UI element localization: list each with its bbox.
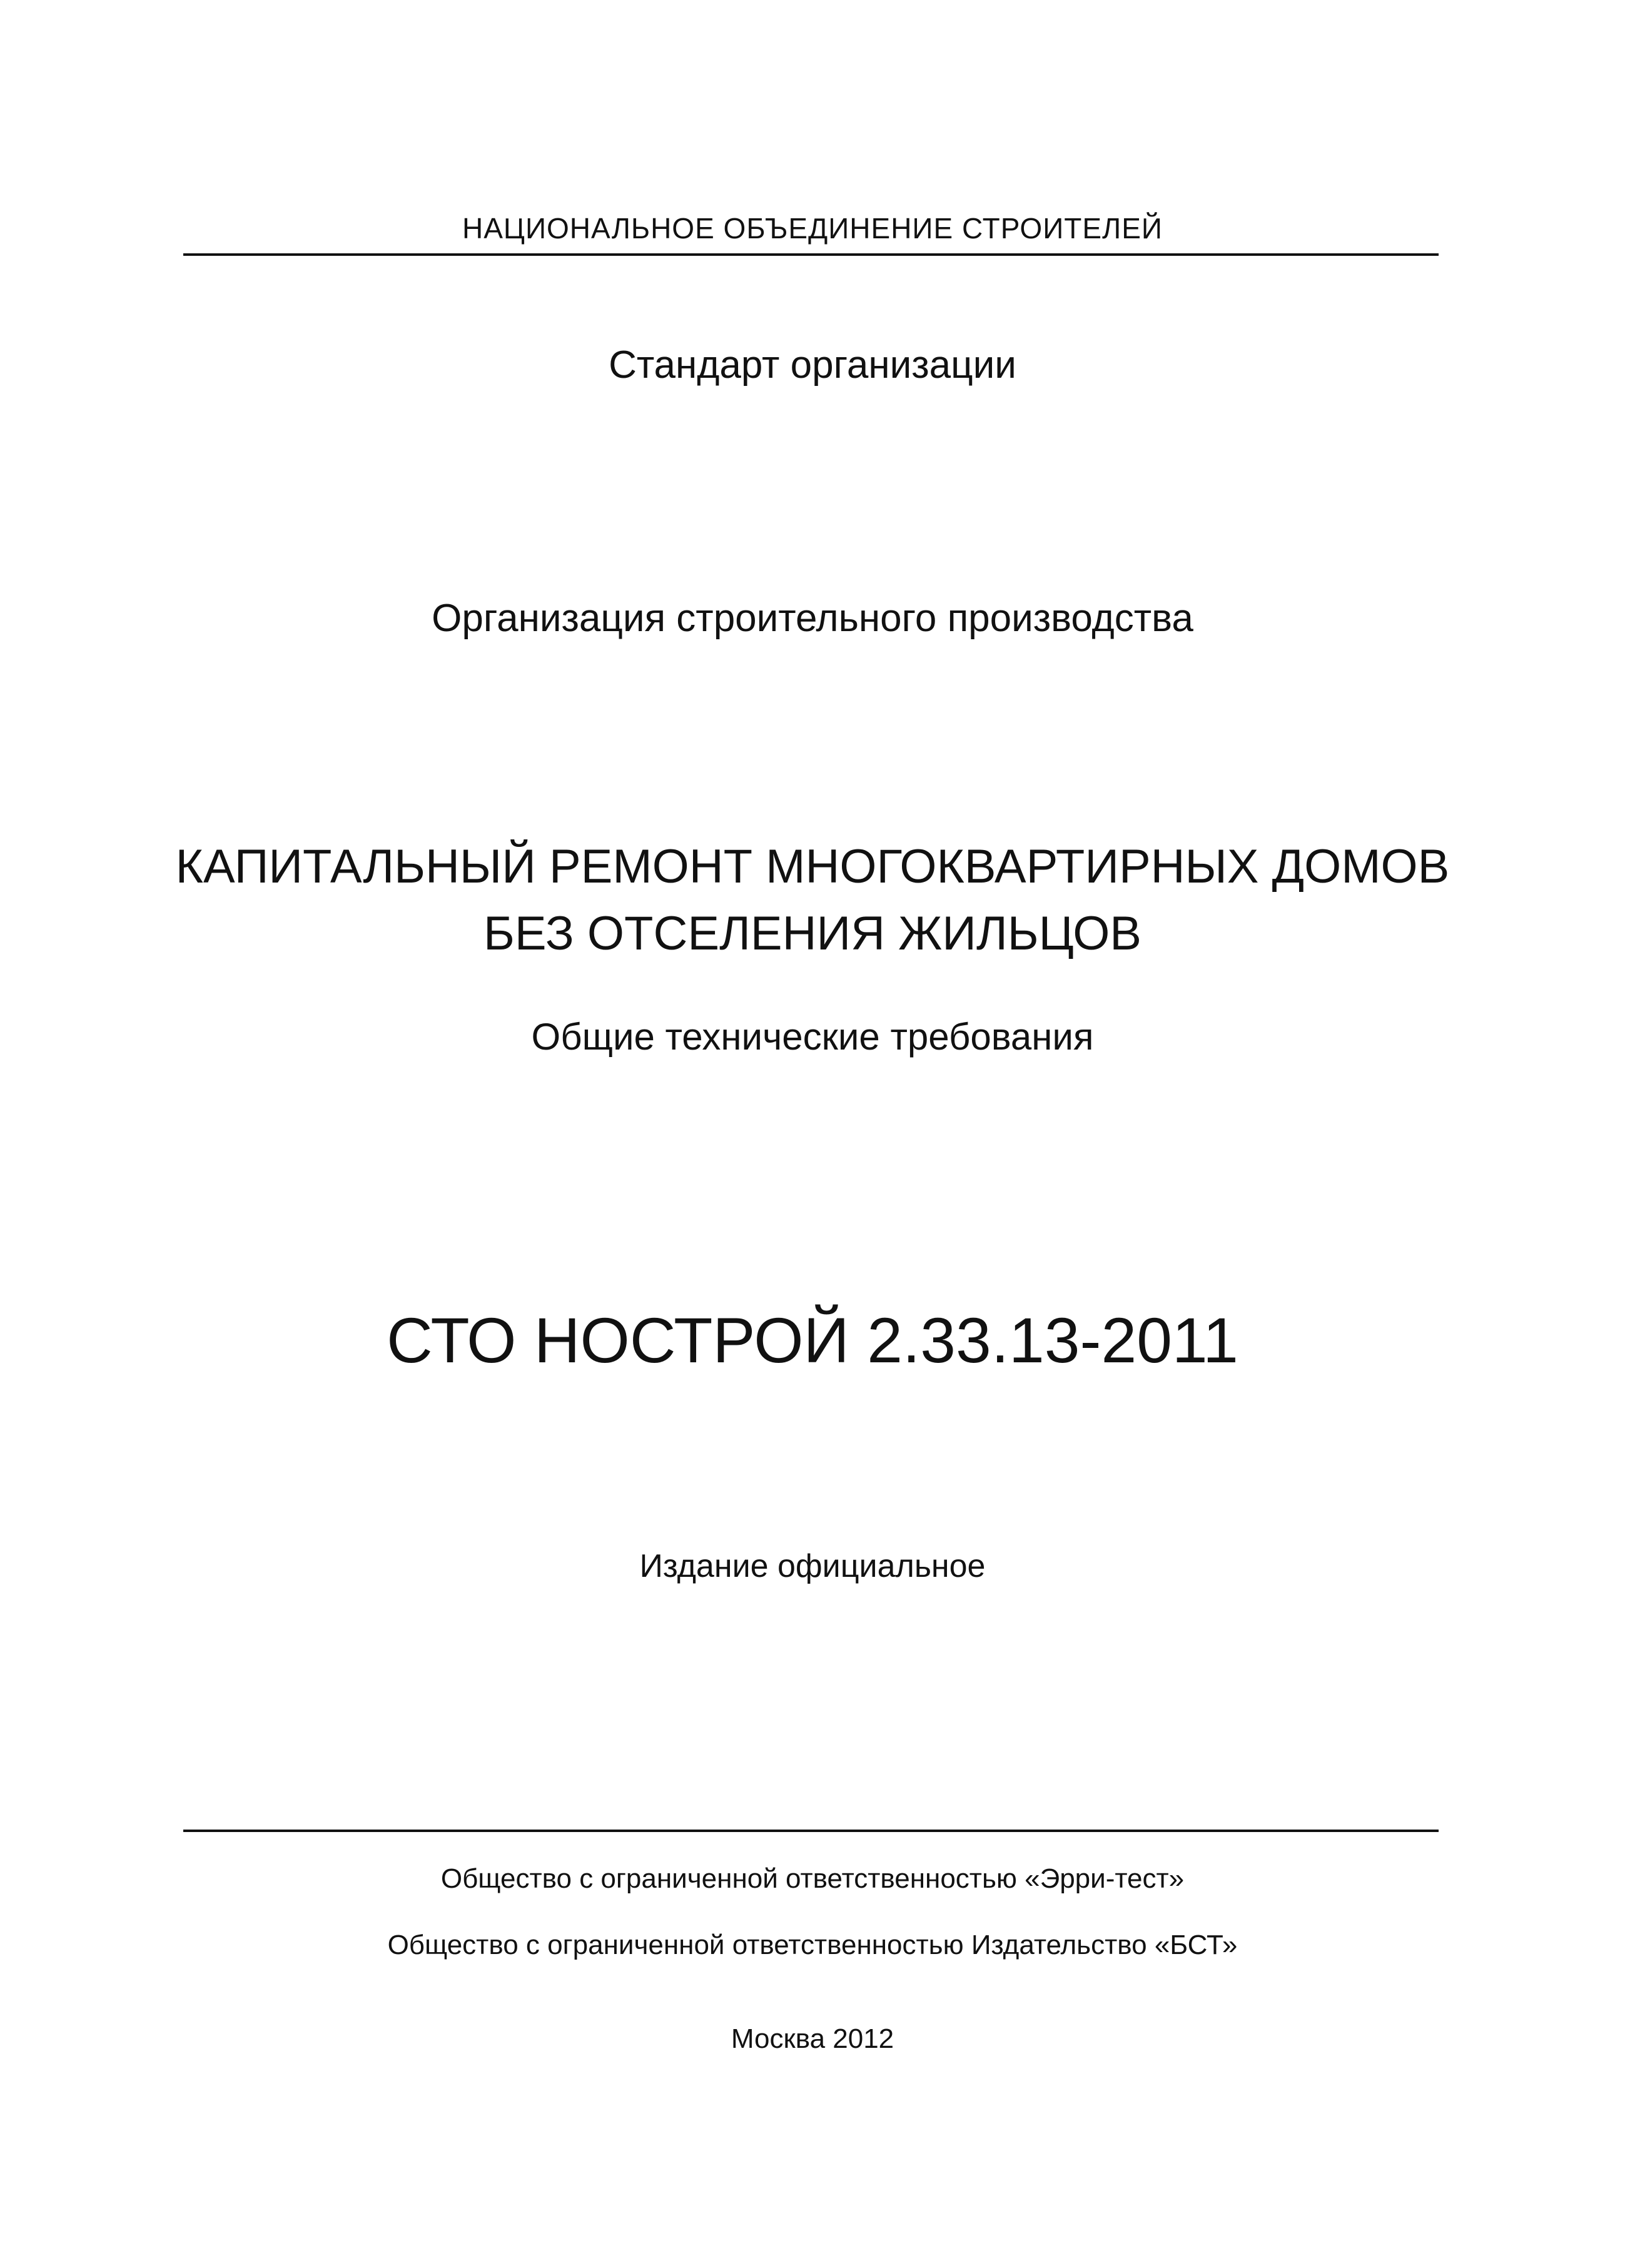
edition-note: Издание официальное <box>639 1548 986 1584</box>
header-divider <box>183 253 1439 256</box>
document-title-line1: КАПИТАЛЬНЫЙ РЕМОНТ МНОГОКВАРТИРНЫХ ДОМОВ <box>175 840 1450 893</box>
publisher-2: Общество с ограниченной ответственностью Издательство «БСТ» <box>387 1930 1238 1960</box>
city-year: Москва 2012 <box>731 2023 894 2054</box>
organization-header: НАЦИОНАЛЬНОЕ ОБЪЕДИНЕНИЕ СТРОИТЕЛЕЙ <box>462 212 1163 245</box>
document-title-line2: БЕЗ ОТСЕЛЕНИЯ ЖИЛЬЦОВ <box>483 907 1142 960</box>
publisher-1: Общество с ограниченной ответственностью «Эрри-тест» <box>440 1863 1185 1894</box>
standard-series: Организация строительного производства <box>432 597 1193 640</box>
document-code: СТО НОСТРОЙ 2.33.13-2011 <box>387 1305 1238 1376</box>
standard-type: Стандарт организации <box>609 343 1016 387</box>
footer-divider <box>183 1830 1439 1832</box>
document-subtitle: Общие технические требования <box>531 1016 1094 1058</box>
